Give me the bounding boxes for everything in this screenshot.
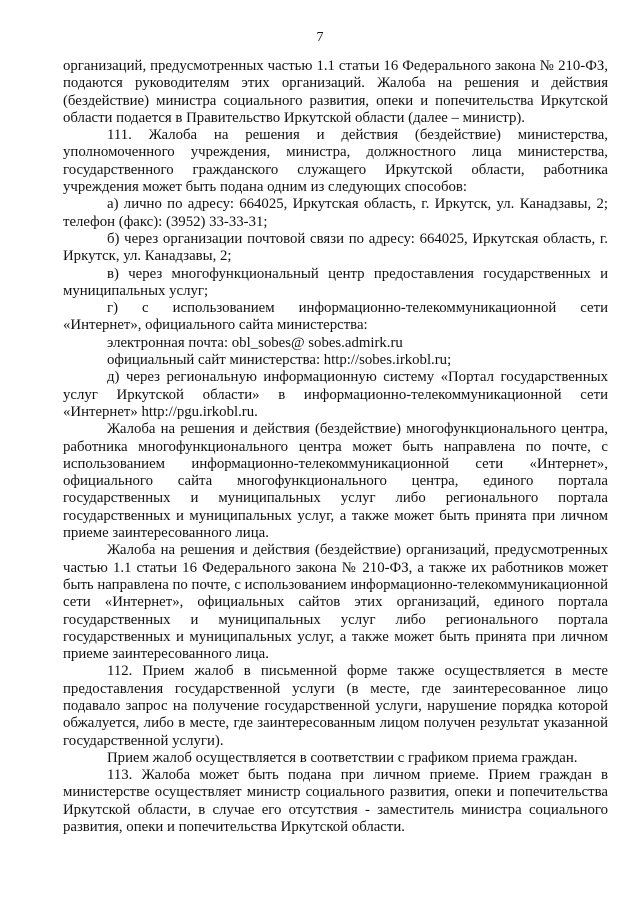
paragraph-111-g: г) с использованием информационно-телекоммуникационной сети «Интернет», официального сайта министерства: <box>63 300 608 334</box>
paragraph-continuation: организаций, предусмотренных частью 1.1 статьи 16 Федерального закона № 210-ФЗ, подаются руководителям этих организаций. Жалоба на решения и действия (бездействие) министра социального развития, опеки и попечительства Иркутской области подается в Правительство Иркутской области (далее – министр). <box>63 58 608 126</box>
paragraph-email: электронная почта: obl_sobes@ sobes.admirk.ru <box>107 334 403 351</box>
paragraph-mfc-complaint: Жалоба на решения и действия (бездействие) многофункционального центра, работника многофункционального центра может быть направлена по почте, с использованием информационно-телекоммуникационной сети «Интернет», официального сайта многофункционального центра, единого портала государственных и муниципальных услуг либо регионального портала государственных и муниципальных услуг, а также может быть принята при личном приеме заинтересованного лица. <box>63 421 608 542</box>
paragraph-111-v: в) через многофункциональный центр предоставления государственных и муниципальных услуг; <box>63 265 608 299</box>
paragraph-112: 112. Прием жалоб в письменной форме также осуществляется в месте предоставления государственной услуги (в месте, где заинтересованное лицо подавало запрос на получение государственной услуги, нарушение порядка которой обжалуется, либо в месте, где заинтересованным лицом получен результат указанной государственной услуги). <box>63 663 608 749</box>
paragraph-113: 113. Жалоба может быть подана при личном приеме. Прием граждан в министерстве осуществляет министр социального развития, опеки и попечительства Иркутской области, в случае его отсутствия - заместитель министра социального развития, опеки и попечительства Иркутской области. <box>63 767 608 836</box>
paragraph-111-d: д) через региональную информационную систему «Портал государственных услуг Иркутской области» в информационно-телекоммуникационной сети «Интернет» http://pgu.irkobl.ru. <box>63 369 608 420</box>
paragraph-111-b: б) через организации почтовой связи по адресу: 664025, Иркутская область, г. Иркутск, ул. Канадзавы, 2; <box>63 230 608 265</box>
document-body <box>63 58 608 836</box>
paragraph-111: 111. Жалоба на решения и действия (бездействие) министерства, уполномоченного учреждения, министра, должностного лица министерства, государственного гражданского служащего Иркутской области, работника учреждения может быть подана одним из следующих способов: <box>63 127 608 196</box>
paragraph-reception-schedule: Прием жалоб осуществляется в соответствии с графиком приема граждан. <box>107 749 578 766</box>
paragraph-111-a: а) лично по адресу: 664025, Иркутская область, г. Иркутск, ул. Канадзавы, 2; телефон (факс): (3952) 33-33-31; <box>63 196 608 230</box>
paragraph-website: официальный сайт министерства: http://sobes.irkobl.ru; <box>107 352 452 369</box>
paragraph-organizations-complaint: Жалоба на решения и действия (бездействие) организаций, предусмотренных частью 1.1 статьи 16 Федерального закона № 210-ФЗ, а также их работников может быть направлена по почте, с использованием информационно-телекоммуникационной сети «Интернет», официальных сайтов этих организаций, единого портала государственных и муниципальных услуг либо регионального портала государственных и муниципальных услуг, а также может быть принята при личном приеме заинтересованного лица. <box>63 542 608 663</box>
page-number: 7 <box>316 30 324 45</box>
